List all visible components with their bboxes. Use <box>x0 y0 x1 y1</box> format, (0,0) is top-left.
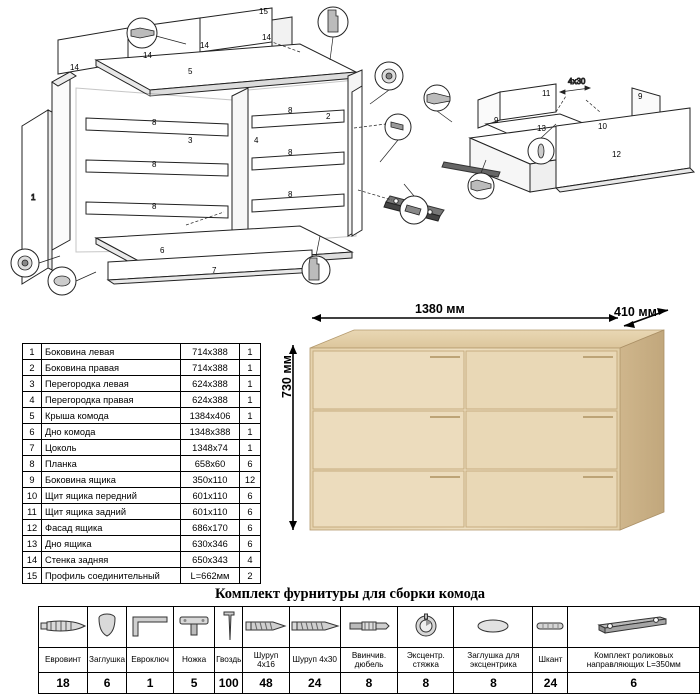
part-number: 1 <box>23 344 42 360</box>
table-row <box>23 568 261 584</box>
height-dimension-label: 730 мм <box>280 355 294 398</box>
part-quantity: 2 <box>240 568 261 584</box>
svg-text:14: 14 <box>70 63 79 72</box>
part-dimensions: 714х388 <box>181 360 240 376</box>
part-dimensions: 658х60 <box>181 456 240 472</box>
part-quantity: 1 <box>240 408 261 424</box>
hardware-count: 6 <box>88 673 127 694</box>
euro-screw-icon <box>39 607 88 648</box>
part-name: Фасад ящика <box>42 520 181 536</box>
hardware-count: 8 <box>398 673 454 694</box>
part-quantity: 6 <box>240 504 261 520</box>
part-quantity: 1 <box>240 344 261 360</box>
parts-table <box>22 343 261 584</box>
table-row <box>23 520 261 536</box>
part-quantity: 6 <box>240 456 261 472</box>
allen-key-icon <box>127 607 174 648</box>
drawer-dim-label: 4х30 <box>568 77 586 86</box>
part-name: Цоколь <box>42 440 181 456</box>
hardware-label: Ввинчив. дюбель <box>340 648 398 673</box>
part-name: Перегородка правая <box>42 392 181 408</box>
hardware-label: Шкант <box>533 648 568 673</box>
table-row <box>23 456 261 472</box>
part-dimensions: L=662мм <box>181 568 240 584</box>
depth-dimension-label: 410 мм <box>614 305 657 319</box>
hardware-label: Шуруп 4х16 <box>243 648 289 673</box>
part-quantity: 6 <box>240 520 261 536</box>
hardware-count: 48 <box>243 673 289 694</box>
part-dimensions: 1348х388 <box>181 424 240 440</box>
hardware-label: Шуруп 4х30 <box>289 648 340 673</box>
part-number: 11 <box>23 504 42 520</box>
part-dimensions: 650х343 <box>181 552 240 568</box>
svg-text:8: 8 <box>152 118 157 127</box>
svg-text:15: 15 <box>259 7 268 16</box>
part-quantity: 1 <box>240 376 261 392</box>
svg-text:9: 9 <box>494 116 499 125</box>
nail-icon <box>215 607 243 648</box>
part-number: 8 <box>23 456 42 472</box>
table-row <box>23 536 261 552</box>
part-number: 12 <box>23 520 42 536</box>
hardware-count: 8 <box>454 673 533 694</box>
hardware-label: Гвоздь <box>215 648 243 673</box>
svg-text:3: 3 <box>188 136 193 145</box>
hardware-label: Ножка <box>174 648 215 673</box>
part-dimensions: 624х388 <box>181 392 240 408</box>
part-quantity: 4 <box>240 552 261 568</box>
hardware-label: Евроключ <box>127 648 174 673</box>
part-quantity: 6 <box>240 536 261 552</box>
part-dimensions: 601х110 <box>181 504 240 520</box>
table-row <box>23 344 261 360</box>
hardware-count: 24 <box>289 673 340 694</box>
cap-plug-icon <box>88 607 127 648</box>
part-dimensions: 350х110 <box>181 472 240 488</box>
hardware-label: Заглушка для эксцентрика <box>454 648 533 673</box>
furniture-leg-icon <box>174 607 215 648</box>
part-dimensions: 1348х74 <box>181 440 240 456</box>
cam-lock-icon <box>398 607 454 648</box>
hardware-label: Евровинт <box>39 648 88 673</box>
part-name: Перегородка левая <box>42 376 181 392</box>
part-quantity: 1 <box>240 392 261 408</box>
part-number: 6 <box>23 424 42 440</box>
part-name: Дно комода <box>42 424 181 440</box>
hardware-count: 24 <box>533 673 568 694</box>
hardware-count: 5 <box>174 673 215 694</box>
part-number: 15 <box>23 568 42 584</box>
svg-text:5: 5 <box>188 67 193 76</box>
part-name: Боковина ящика <box>42 472 181 488</box>
hardware-table <box>38 606 700 694</box>
part-name: Щит ящика передний <box>42 488 181 504</box>
svg-text:8: 8 <box>152 202 157 211</box>
part-number: 3 <box>23 376 42 392</box>
part-quantity: 1 <box>240 424 261 440</box>
part-quantity: 12 <box>240 472 261 488</box>
table-row <box>23 440 261 456</box>
svg-text:7: 7 <box>212 266 217 275</box>
table-row <box>23 392 261 408</box>
svg-text:4: 4 <box>254 136 259 145</box>
part-name: Стенка задняя <box>42 552 181 568</box>
hardware-label: Комплект роликовых направляющих L=350мм <box>568 648 700 673</box>
part-number: 4 <box>23 392 42 408</box>
svg-text:9: 9 <box>638 92 643 101</box>
svg-text:8: 8 <box>288 106 293 115</box>
part-name: Щит ящика задний <box>42 504 181 520</box>
svg-text:14: 14 <box>143 51 152 60</box>
part-dimensions: 686х170 <box>181 520 240 536</box>
table-row <box>23 488 261 504</box>
width-dimension-label: 1380 мм <box>415 302 465 316</box>
svg-text:11: 11 <box>542 89 551 98</box>
svg-text:8: 8 <box>288 148 293 157</box>
hardware-label: Заглушка <box>88 648 127 673</box>
cam-cover-icon <box>454 607 533 648</box>
part-name: Планка <box>42 456 181 472</box>
part-dimensions: 624х388 <box>181 376 240 392</box>
svg-text:10: 10 <box>598 122 607 131</box>
part-dimensions: 630х346 <box>181 536 240 552</box>
svg-text:8: 8 <box>288 190 293 199</box>
part-number: 13 <box>23 536 42 552</box>
svg-text:12: 12 <box>612 150 621 159</box>
part-name: Дно ящика <box>42 536 181 552</box>
hardware-count: 6 <box>568 673 700 694</box>
dowel-icon <box>533 607 568 648</box>
hardware-count: 8 <box>340 673 398 694</box>
svg-text:8: 8 <box>152 160 157 169</box>
hardware-title: Комплект фурнитуры для сборки комода <box>214 586 486 602</box>
table-row <box>23 552 261 568</box>
hardware-count: 18 <box>39 673 88 694</box>
part-quantity: 1 <box>240 440 261 456</box>
callout-1: 1 <box>31 193 36 202</box>
part-quantity: 6 <box>240 488 261 504</box>
part-number: 2 <box>23 360 42 376</box>
screw-in-dowel-icon <box>340 607 398 648</box>
table-row <box>23 424 261 440</box>
hardware-count: 1 <box>127 673 174 694</box>
part-dimensions: 714х388 <box>181 344 240 360</box>
part-dimensions: 601х110 <box>181 488 240 504</box>
part-number: 7 <box>23 440 42 456</box>
table-row <box>23 504 261 520</box>
part-quantity: 1 <box>240 360 261 376</box>
part-name: Крыша комода <box>42 408 181 424</box>
part-dimensions: 1384х406 <box>181 408 240 424</box>
part-number: 14 <box>23 552 42 568</box>
svg-text:13: 13 <box>537 124 546 133</box>
part-name: Профиль соединительный <box>42 568 181 584</box>
hardware-count: 100 <box>215 673 243 694</box>
svg-text:2: 2 <box>326 112 331 121</box>
hardware-label: Эксцентр. стяжка <box>398 648 454 673</box>
part-name: Боковина правая <box>42 360 181 376</box>
part-number: 5 <box>23 408 42 424</box>
table-row <box>23 472 261 488</box>
svg-text:14: 14 <box>262 33 271 42</box>
screw-4x16-icon <box>243 607 289 648</box>
part-number: 10 <box>23 488 42 504</box>
screw-4x30-icon <box>289 607 340 648</box>
drawer-slide-icon <box>568 607 700 648</box>
part-name: Боковина левая <box>42 344 181 360</box>
svg-text:6: 6 <box>160 246 165 255</box>
table-row <box>23 408 261 424</box>
table-row <box>23 360 261 376</box>
part-number: 9 <box>23 472 42 488</box>
svg-text:14: 14 <box>200 41 209 50</box>
table-row <box>23 376 261 392</box>
